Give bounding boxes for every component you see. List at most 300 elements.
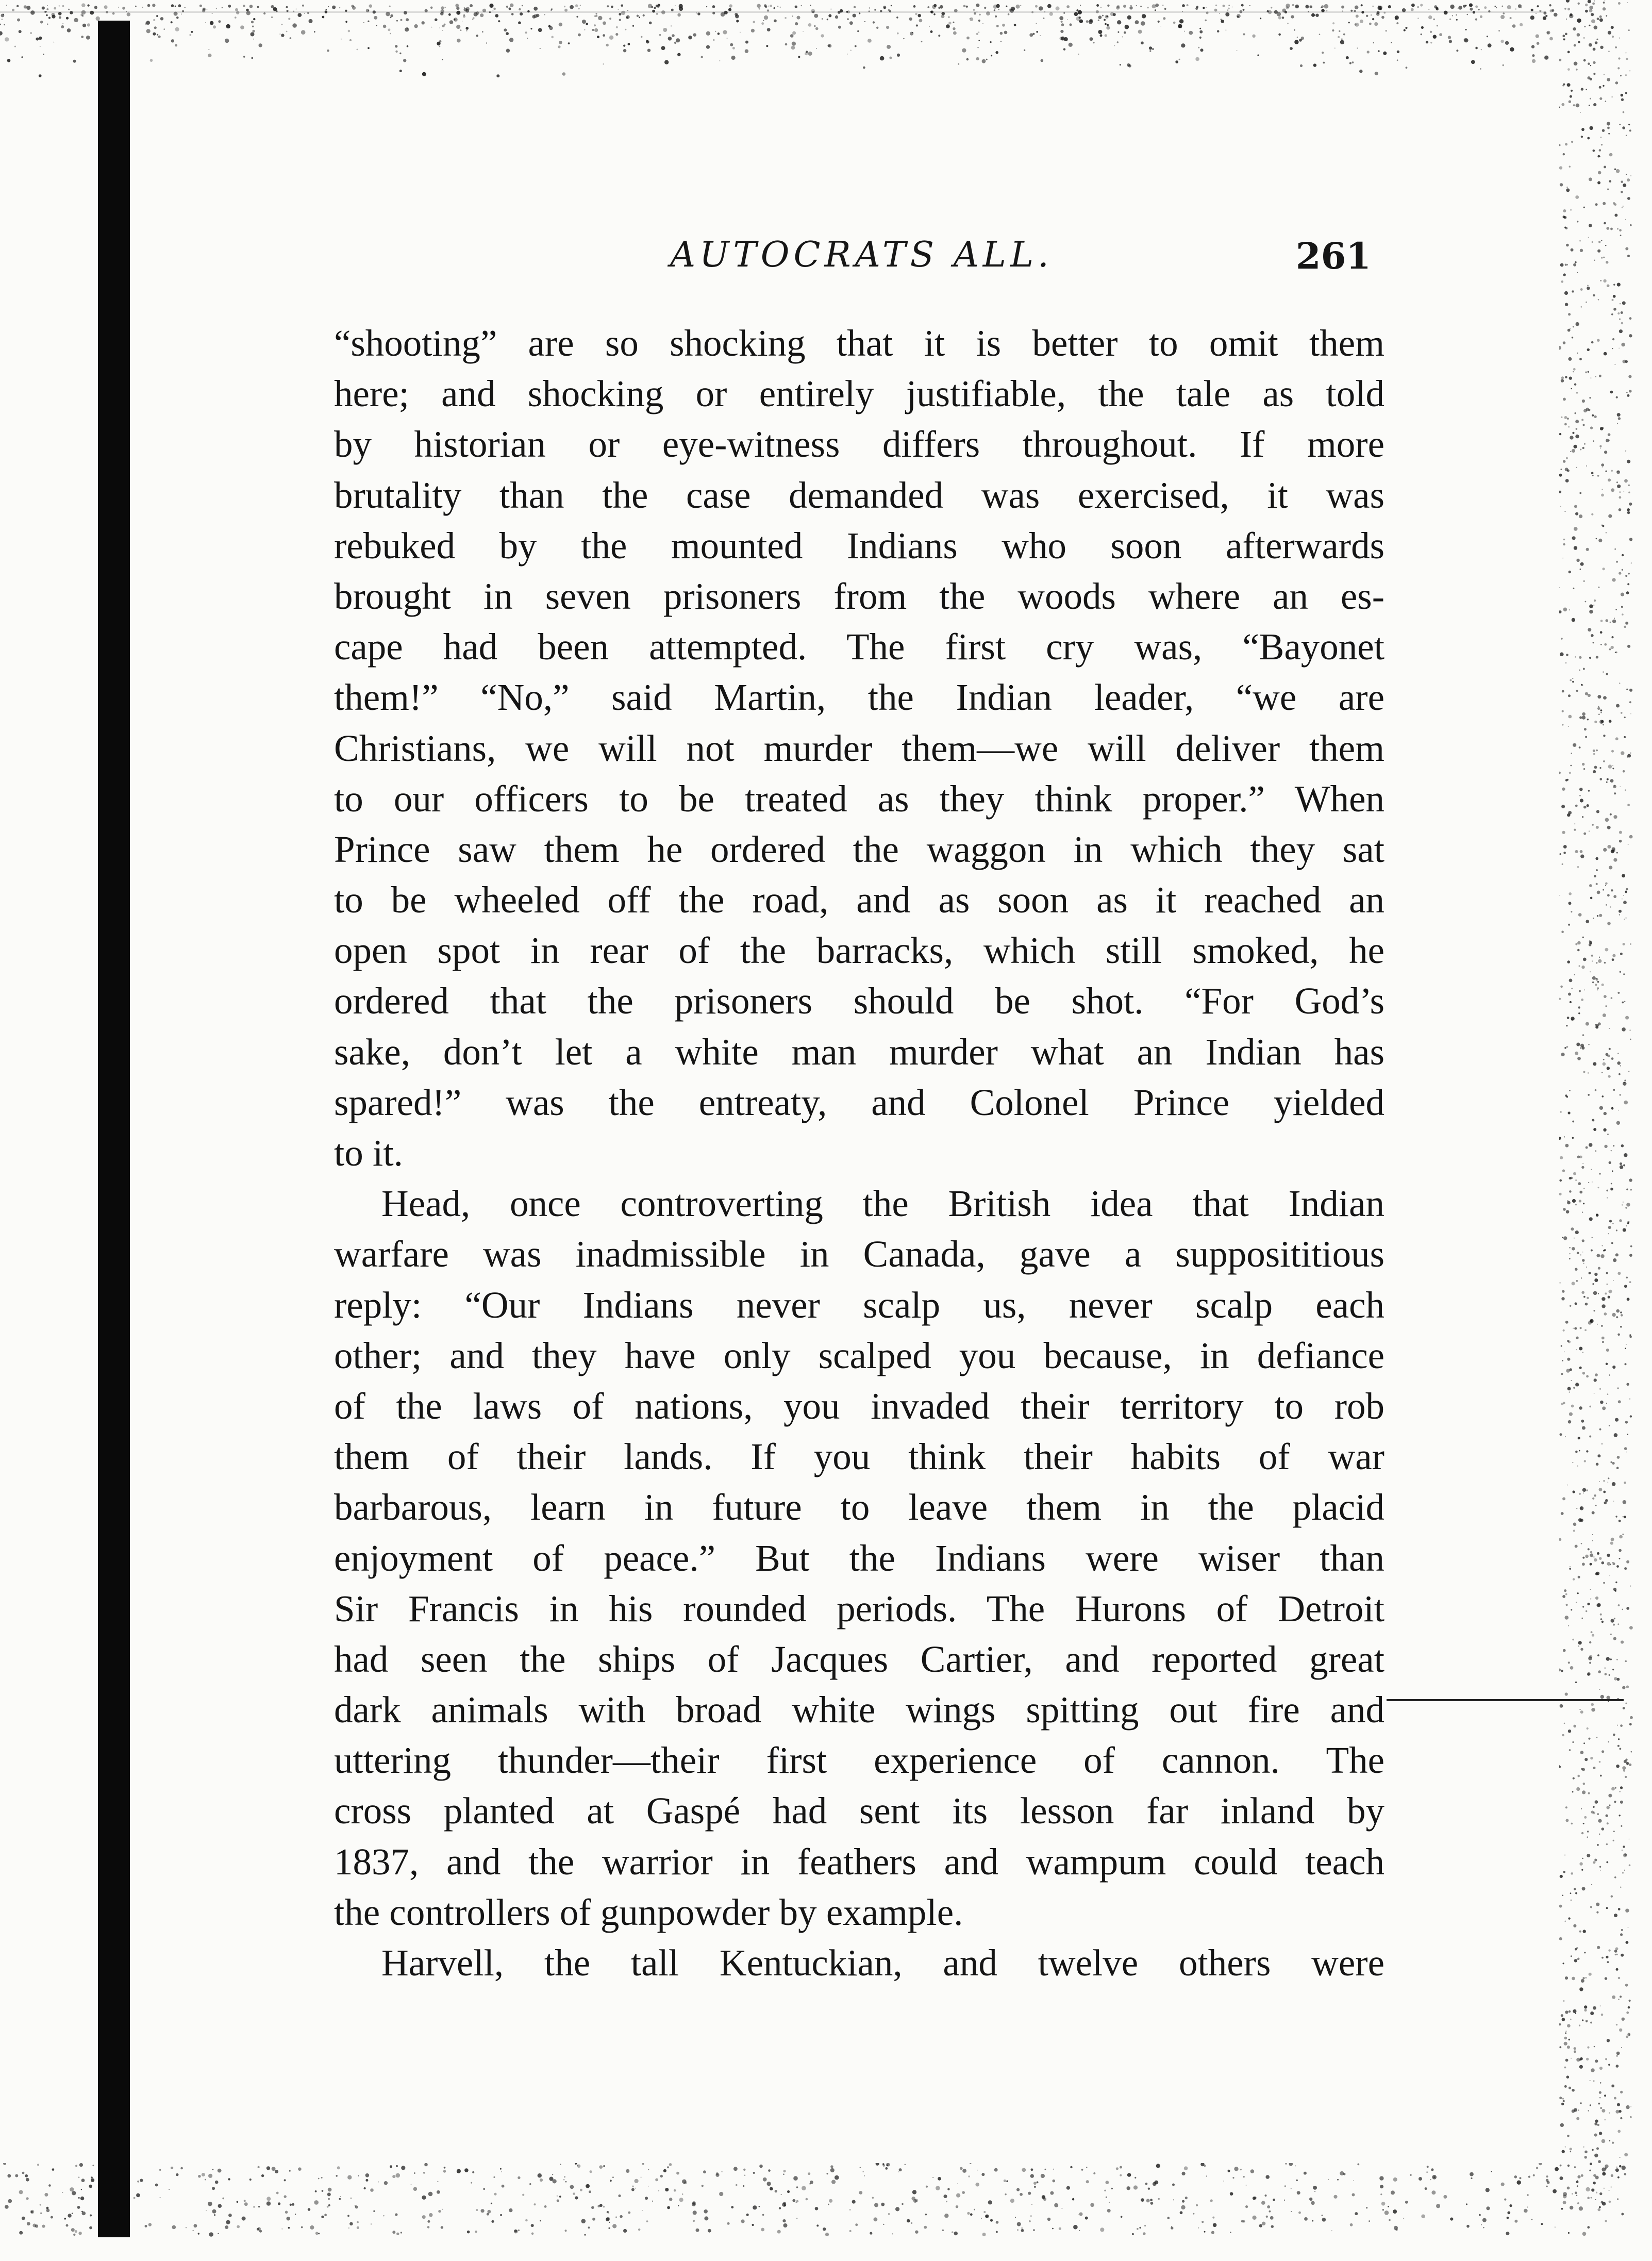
scan-speck xyxy=(1395,2229,1398,2231)
scan-speck xyxy=(1240,10,1243,13)
scan-speck xyxy=(1623,1202,1624,1203)
scan-speck xyxy=(1560,1137,1561,1138)
scan-speck xyxy=(790,34,794,38)
scan-speck xyxy=(1568,313,1571,315)
scan-speck xyxy=(1160,26,1161,27)
scan-speck xyxy=(1223,2181,1224,2182)
scan-speck xyxy=(1580,1507,1582,1509)
scan-speck xyxy=(214,2214,215,2216)
scan-speck xyxy=(1625,1703,1627,1704)
scan-speck xyxy=(52,2168,55,2171)
scan-speck xyxy=(621,4,623,7)
scan-speck xyxy=(1565,2147,1566,2148)
scan-speck xyxy=(1579,492,1581,494)
scan-speck xyxy=(1574,546,1577,550)
scan-speck xyxy=(1595,1089,1597,1091)
scan-speck xyxy=(1570,451,1571,452)
scan-speck xyxy=(1607,1822,1609,1824)
scan-speck xyxy=(1573,104,1575,106)
scan-speck xyxy=(1568,101,1571,103)
scan-speck xyxy=(1629,70,1630,71)
scan-speck xyxy=(1213,2223,1217,2227)
scan-speck xyxy=(454,18,458,22)
scan-speck xyxy=(1600,644,1601,645)
scan-speck xyxy=(1607,1055,1610,1057)
scan-speck xyxy=(1559,587,1560,588)
scan-speck xyxy=(1563,1236,1567,1240)
scan-speck xyxy=(993,5,997,9)
scan-speck xyxy=(1129,6,1132,9)
scan-speck xyxy=(652,10,655,13)
scan-speck xyxy=(911,2197,915,2201)
scan-speck xyxy=(540,2220,541,2222)
scan-speck xyxy=(1629,129,1631,131)
scan-speck xyxy=(577,2165,578,2166)
scan-speck xyxy=(1566,654,1568,656)
scan-speck xyxy=(560,2164,561,2165)
scan-speck xyxy=(1124,31,1126,34)
scan-speck xyxy=(1393,2209,1397,2214)
scan-speck xyxy=(1563,608,1567,612)
scan-speck xyxy=(1569,377,1572,380)
scan-speck xyxy=(828,2204,829,2205)
scan-speck xyxy=(1618,1110,1619,1111)
scan-speck xyxy=(1613,785,1616,789)
scan-speck xyxy=(1338,36,1340,38)
scan-speck xyxy=(1602,467,1603,468)
scan-speck xyxy=(1421,26,1424,29)
scan-speck xyxy=(1599,2067,1603,2070)
scan-speck xyxy=(1432,2175,1437,2180)
scan-speck xyxy=(1579,795,1580,796)
scan-speck xyxy=(1623,1165,1625,1167)
scan-speck xyxy=(19,2190,23,2194)
scan-noise-top xyxy=(0,0,1652,103)
scan-speck xyxy=(444,7,446,8)
scan-speck xyxy=(422,72,426,76)
scan-speck xyxy=(1627,460,1630,463)
scan-speck xyxy=(1615,609,1616,610)
scan-speck xyxy=(1600,427,1604,430)
scan-speck xyxy=(1560,1433,1562,1436)
scan-speck xyxy=(87,4,89,6)
scan-speck xyxy=(1620,953,1623,955)
scan-speck xyxy=(1561,1373,1563,1375)
scan-speck xyxy=(208,54,211,57)
scan-speck xyxy=(1080,5,1081,6)
scan-speck xyxy=(1575,512,1578,516)
scan-speck xyxy=(1603,1128,1606,1132)
scan-speck xyxy=(1605,101,1607,102)
scan-speck xyxy=(909,18,912,21)
scan-speck xyxy=(325,10,328,13)
scan-speck xyxy=(1609,2190,1610,2191)
scan-speck xyxy=(740,32,741,33)
scan-speck xyxy=(324,2214,327,2216)
scan-speck xyxy=(608,2227,610,2230)
scan-speck xyxy=(1582,2019,1583,2021)
scan-speck xyxy=(1464,38,1467,42)
scan-speck xyxy=(1627,645,1630,648)
scan-speck xyxy=(736,20,739,22)
scan-speck xyxy=(944,2194,947,2198)
scan-speck xyxy=(645,2197,648,2200)
scan-speck xyxy=(1612,1482,1616,1486)
scan-speck xyxy=(1569,1412,1573,1416)
scan-speck xyxy=(1559,895,1560,896)
scan-speck xyxy=(575,2196,578,2199)
scan-speck xyxy=(1581,1166,1584,1169)
scan-speck xyxy=(1049,12,1053,16)
scan-speck xyxy=(171,21,173,23)
scan-speck xyxy=(1546,2186,1548,2187)
scan-speck xyxy=(1563,2000,1565,2002)
scan-speck xyxy=(1609,1220,1612,1222)
scan-speck xyxy=(1629,835,1633,839)
scan-speck xyxy=(1132,2233,1134,2235)
scan-speck xyxy=(1575,805,1578,807)
scan-speck xyxy=(1337,2179,1339,2181)
scan-speck xyxy=(1121,2216,1123,2218)
scan-speck xyxy=(1620,124,1621,125)
scan-speck xyxy=(1579,1862,1582,1865)
scan-speck xyxy=(396,20,398,22)
scan-speck xyxy=(1561,379,1564,382)
scan-speck xyxy=(1626,1203,1630,1206)
scan-speck xyxy=(481,2209,485,2213)
scan-speck xyxy=(1586,1489,1588,1491)
scan-speck xyxy=(1310,5,1313,8)
scan-speck xyxy=(1593,1062,1596,1066)
scan-speck xyxy=(1616,396,1618,398)
scan-speck xyxy=(1581,1543,1582,1544)
scan-speck xyxy=(1093,42,1094,43)
scan-speck xyxy=(278,2202,280,2205)
scan-speck xyxy=(1575,1302,1577,1305)
scan-speck xyxy=(1607,127,1610,129)
scan-speck xyxy=(1560,652,1564,656)
scan-speck xyxy=(976,4,979,7)
scan-speck xyxy=(1611,1787,1615,1791)
scan-speck xyxy=(1627,178,1630,181)
scan-speck xyxy=(682,2193,683,2194)
scan-speck xyxy=(578,34,581,37)
scan-speck xyxy=(1584,990,1585,991)
scan-speck xyxy=(301,2226,303,2229)
scan-speck xyxy=(1594,1129,1595,1130)
scan-speck xyxy=(801,5,802,6)
scan-speck xyxy=(1587,137,1590,140)
scan-speck xyxy=(1622,126,1625,129)
scan-speck xyxy=(1501,6,1503,7)
scan-speck xyxy=(1617,2103,1620,2106)
scan-speck xyxy=(1628,492,1630,493)
scan-speck xyxy=(948,16,949,18)
scan-speck xyxy=(1544,56,1548,60)
scan-speck xyxy=(1623,1846,1625,1848)
scan-speck xyxy=(1615,1954,1616,1956)
scan-speck xyxy=(1396,22,1398,24)
scan-speck xyxy=(441,9,444,13)
scan-speck xyxy=(1355,2212,1358,2215)
scan-speck xyxy=(968,2175,970,2177)
scan-speck xyxy=(1581,999,1583,1001)
scan-speck xyxy=(1597,695,1601,699)
scan-speck xyxy=(827,19,828,20)
scan-speck xyxy=(1624,479,1628,483)
scan-speck xyxy=(1607,922,1611,925)
scan-speck xyxy=(1043,18,1045,19)
scan-speck xyxy=(1530,15,1534,20)
scan-speck xyxy=(1572,290,1574,292)
scan-speck xyxy=(1605,2119,1606,2121)
scan-speck xyxy=(1245,2205,1248,2208)
scan-speck xyxy=(1595,1597,1598,1600)
scan-speck xyxy=(1590,426,1593,429)
scan-speck xyxy=(240,25,244,29)
scan-speck xyxy=(47,5,48,6)
scan-speck xyxy=(1616,481,1618,483)
scan-speck xyxy=(1592,1237,1593,1238)
scan-speck xyxy=(1615,1787,1616,1789)
scan-speck xyxy=(1326,10,1328,12)
scan-speck xyxy=(1620,235,1622,236)
scan-speck xyxy=(1568,1420,1572,1424)
scan-speck xyxy=(1600,2082,1601,2084)
scan-speck xyxy=(1458,8,1459,9)
scan-speck xyxy=(1300,64,1303,67)
scan-speck xyxy=(829,2199,832,2203)
scan-speck xyxy=(693,2210,697,2215)
scan-speck xyxy=(1434,5,1437,8)
scan-speck xyxy=(1506,2232,1509,2235)
scan-speck xyxy=(607,5,609,7)
scan-speck xyxy=(1582,1239,1584,1242)
scan-speck xyxy=(399,70,402,72)
scan-speck xyxy=(1237,16,1239,18)
scan-speck xyxy=(186,2227,187,2228)
scan-speck xyxy=(1380,2193,1382,2195)
scan-speck xyxy=(510,4,513,7)
scan-speck xyxy=(1282,9,1287,13)
scan-speck xyxy=(1070,2166,1072,2168)
scan-speck xyxy=(1471,2177,1472,2179)
scan-speck xyxy=(1582,1352,1583,1353)
scan-speck xyxy=(1580,1751,1584,1754)
scan-speck xyxy=(1597,915,1598,917)
scan-speck xyxy=(388,28,390,31)
scan-speck xyxy=(1579,656,1581,659)
scan-speck xyxy=(1321,9,1325,12)
scan-speck xyxy=(1397,51,1399,53)
scan-speck xyxy=(1041,59,1044,62)
scan-speck xyxy=(1623,1082,1626,1086)
scan-speck xyxy=(1559,1538,1561,1541)
scan-speck xyxy=(1613,1089,1615,1091)
scan-speck xyxy=(1572,1121,1574,1123)
scan-speck xyxy=(1626,1383,1629,1386)
scan-speck xyxy=(318,2233,320,2234)
scan-speck xyxy=(1599,375,1601,377)
scan-speck xyxy=(1618,1977,1621,1980)
scan-speck xyxy=(506,6,508,8)
scan-speck xyxy=(594,28,598,32)
scan-speck xyxy=(791,46,795,50)
scan-speck xyxy=(1597,1813,1599,1815)
scan-speck xyxy=(1559,2023,1561,2025)
scan-speck xyxy=(1626,1189,1628,1191)
scan-speck xyxy=(1582,1557,1584,1559)
scan-speck xyxy=(1243,2176,1245,2177)
scan-speck xyxy=(596,13,597,14)
scan-speck xyxy=(1574,974,1575,975)
scan-speck xyxy=(1591,2068,1595,2072)
scan-speck xyxy=(1295,2165,1296,2166)
scan-speck xyxy=(1597,155,1600,158)
scan-speck xyxy=(1571,1405,1574,1408)
scan-speck xyxy=(529,2183,531,2185)
scan-speck xyxy=(1600,1618,1603,1620)
scan-speck xyxy=(1262,2222,1265,2225)
scan-speck xyxy=(1022,2227,1023,2229)
scan-speck xyxy=(1578,1012,1580,1014)
scan-speck xyxy=(1573,1578,1575,1580)
scan-speck xyxy=(1565,1144,1569,1148)
scan-speck xyxy=(1572,618,1575,622)
scan-speck xyxy=(1578,1006,1580,1008)
scan-speck xyxy=(1622,1002,1624,1004)
scan-speck xyxy=(142,7,143,8)
scan-speck xyxy=(1604,257,1605,258)
scan-speck xyxy=(1605,2058,1607,2060)
scan-speck xyxy=(1433,35,1437,39)
scan-speck xyxy=(1626,1344,1627,1345)
scan-speck xyxy=(1603,671,1604,673)
scan-speck xyxy=(1134,2177,1136,2179)
scan-speck xyxy=(1630,1586,1631,1587)
scan-speck xyxy=(1579,1450,1580,1452)
scan-speck xyxy=(1589,25,1590,26)
scan-speck xyxy=(1043,2198,1046,2201)
scan-speck xyxy=(1601,1957,1604,1959)
scan-speck xyxy=(495,14,499,18)
scan-speck xyxy=(1591,341,1594,344)
scan-speck xyxy=(1599,1106,1603,1110)
scan-speck xyxy=(1397,59,1398,61)
scan-speck xyxy=(1630,2106,1631,2107)
scan-speck xyxy=(565,2181,567,2183)
scan-speck xyxy=(982,23,983,24)
scan-speck xyxy=(1606,1907,1608,1909)
scan-speck xyxy=(1565,1692,1568,1695)
scan-speck xyxy=(1624,717,1626,718)
scan-speck xyxy=(1569,1391,1570,1392)
scan-speck xyxy=(1601,1297,1605,1301)
scan-speck xyxy=(1066,2186,1070,2190)
scan-speck xyxy=(3,2163,6,2165)
scan-speck xyxy=(1567,1485,1568,1486)
scan-speck xyxy=(42,2225,45,2228)
scan-speck xyxy=(1195,7,1198,10)
scan-speck xyxy=(1582,816,1583,818)
scan-speck xyxy=(429,2213,432,2217)
scan-speck xyxy=(825,2233,829,2236)
scan-speck xyxy=(1035,5,1038,8)
running-title: AUTOCRATS ALL. xyxy=(670,235,1053,275)
scan-speck xyxy=(1202,2221,1204,2223)
scan-speck xyxy=(888,9,890,11)
scan-speck xyxy=(1249,5,1250,6)
scan-speck xyxy=(1562,1895,1564,1897)
scan-speck xyxy=(44,2193,48,2197)
scan-speck xyxy=(585,2234,586,2236)
scan-speck xyxy=(963,5,966,8)
scan-speck xyxy=(1500,40,1504,43)
scan-speck xyxy=(1619,329,1623,333)
scan-speck xyxy=(715,31,716,32)
scan-speck xyxy=(768,2169,771,2172)
scan-speck xyxy=(1625,1909,1629,1913)
scan-speck xyxy=(522,2194,524,2196)
scan-speck xyxy=(551,8,553,10)
scan-speck xyxy=(830,2165,833,2168)
scan-speck xyxy=(743,2169,745,2171)
scan-speck xyxy=(1369,23,1372,25)
scan-speck xyxy=(0,31,3,36)
scan-speck xyxy=(1074,12,1078,16)
scan-speck xyxy=(988,2200,992,2204)
scan-speck xyxy=(1286,6,1289,9)
scan-speck xyxy=(357,49,358,51)
scan-speck xyxy=(1198,47,1199,48)
scan-speck xyxy=(1625,890,1627,892)
scan-speck xyxy=(1601,1443,1603,1444)
scan-speck xyxy=(618,9,619,10)
scan-speck xyxy=(1618,572,1621,574)
scan-speck xyxy=(1624,1001,1625,1002)
scan-speck xyxy=(849,21,853,25)
scan-speck xyxy=(147,4,151,7)
scan-speck xyxy=(1612,36,1614,38)
scan-speck xyxy=(225,2225,228,2229)
scan-speck xyxy=(1600,2005,1601,2006)
scan-speck xyxy=(1567,2024,1571,2027)
scan-speck xyxy=(805,52,808,55)
scan-speck xyxy=(189,34,191,36)
scan-speck xyxy=(591,2206,594,2209)
scan-speck xyxy=(1140,6,1141,7)
scan-speck xyxy=(1579,965,1580,967)
scan-speck xyxy=(1559,1937,1562,1940)
scan-speck xyxy=(1597,1946,1600,1949)
scan-speck xyxy=(1597,987,1599,989)
scan-speck xyxy=(1559,59,1561,61)
scan-speck xyxy=(590,2170,592,2173)
scan-speck xyxy=(1402,8,1406,12)
scan-speck xyxy=(1624,1482,1626,1484)
scan-speck xyxy=(1629,1839,1630,1840)
scan-speck xyxy=(1612,849,1615,852)
scan-speck xyxy=(1601,1072,1603,1073)
scan-speck xyxy=(1620,491,1621,492)
scan-speck xyxy=(1619,914,1620,915)
scan-speck xyxy=(1580,1327,1582,1329)
scan-speck xyxy=(1382,2209,1384,2210)
scan-speck xyxy=(984,7,986,9)
scan-speck xyxy=(19,2231,23,2235)
scan-speck xyxy=(1561,930,1564,933)
scan-speck xyxy=(243,56,245,57)
